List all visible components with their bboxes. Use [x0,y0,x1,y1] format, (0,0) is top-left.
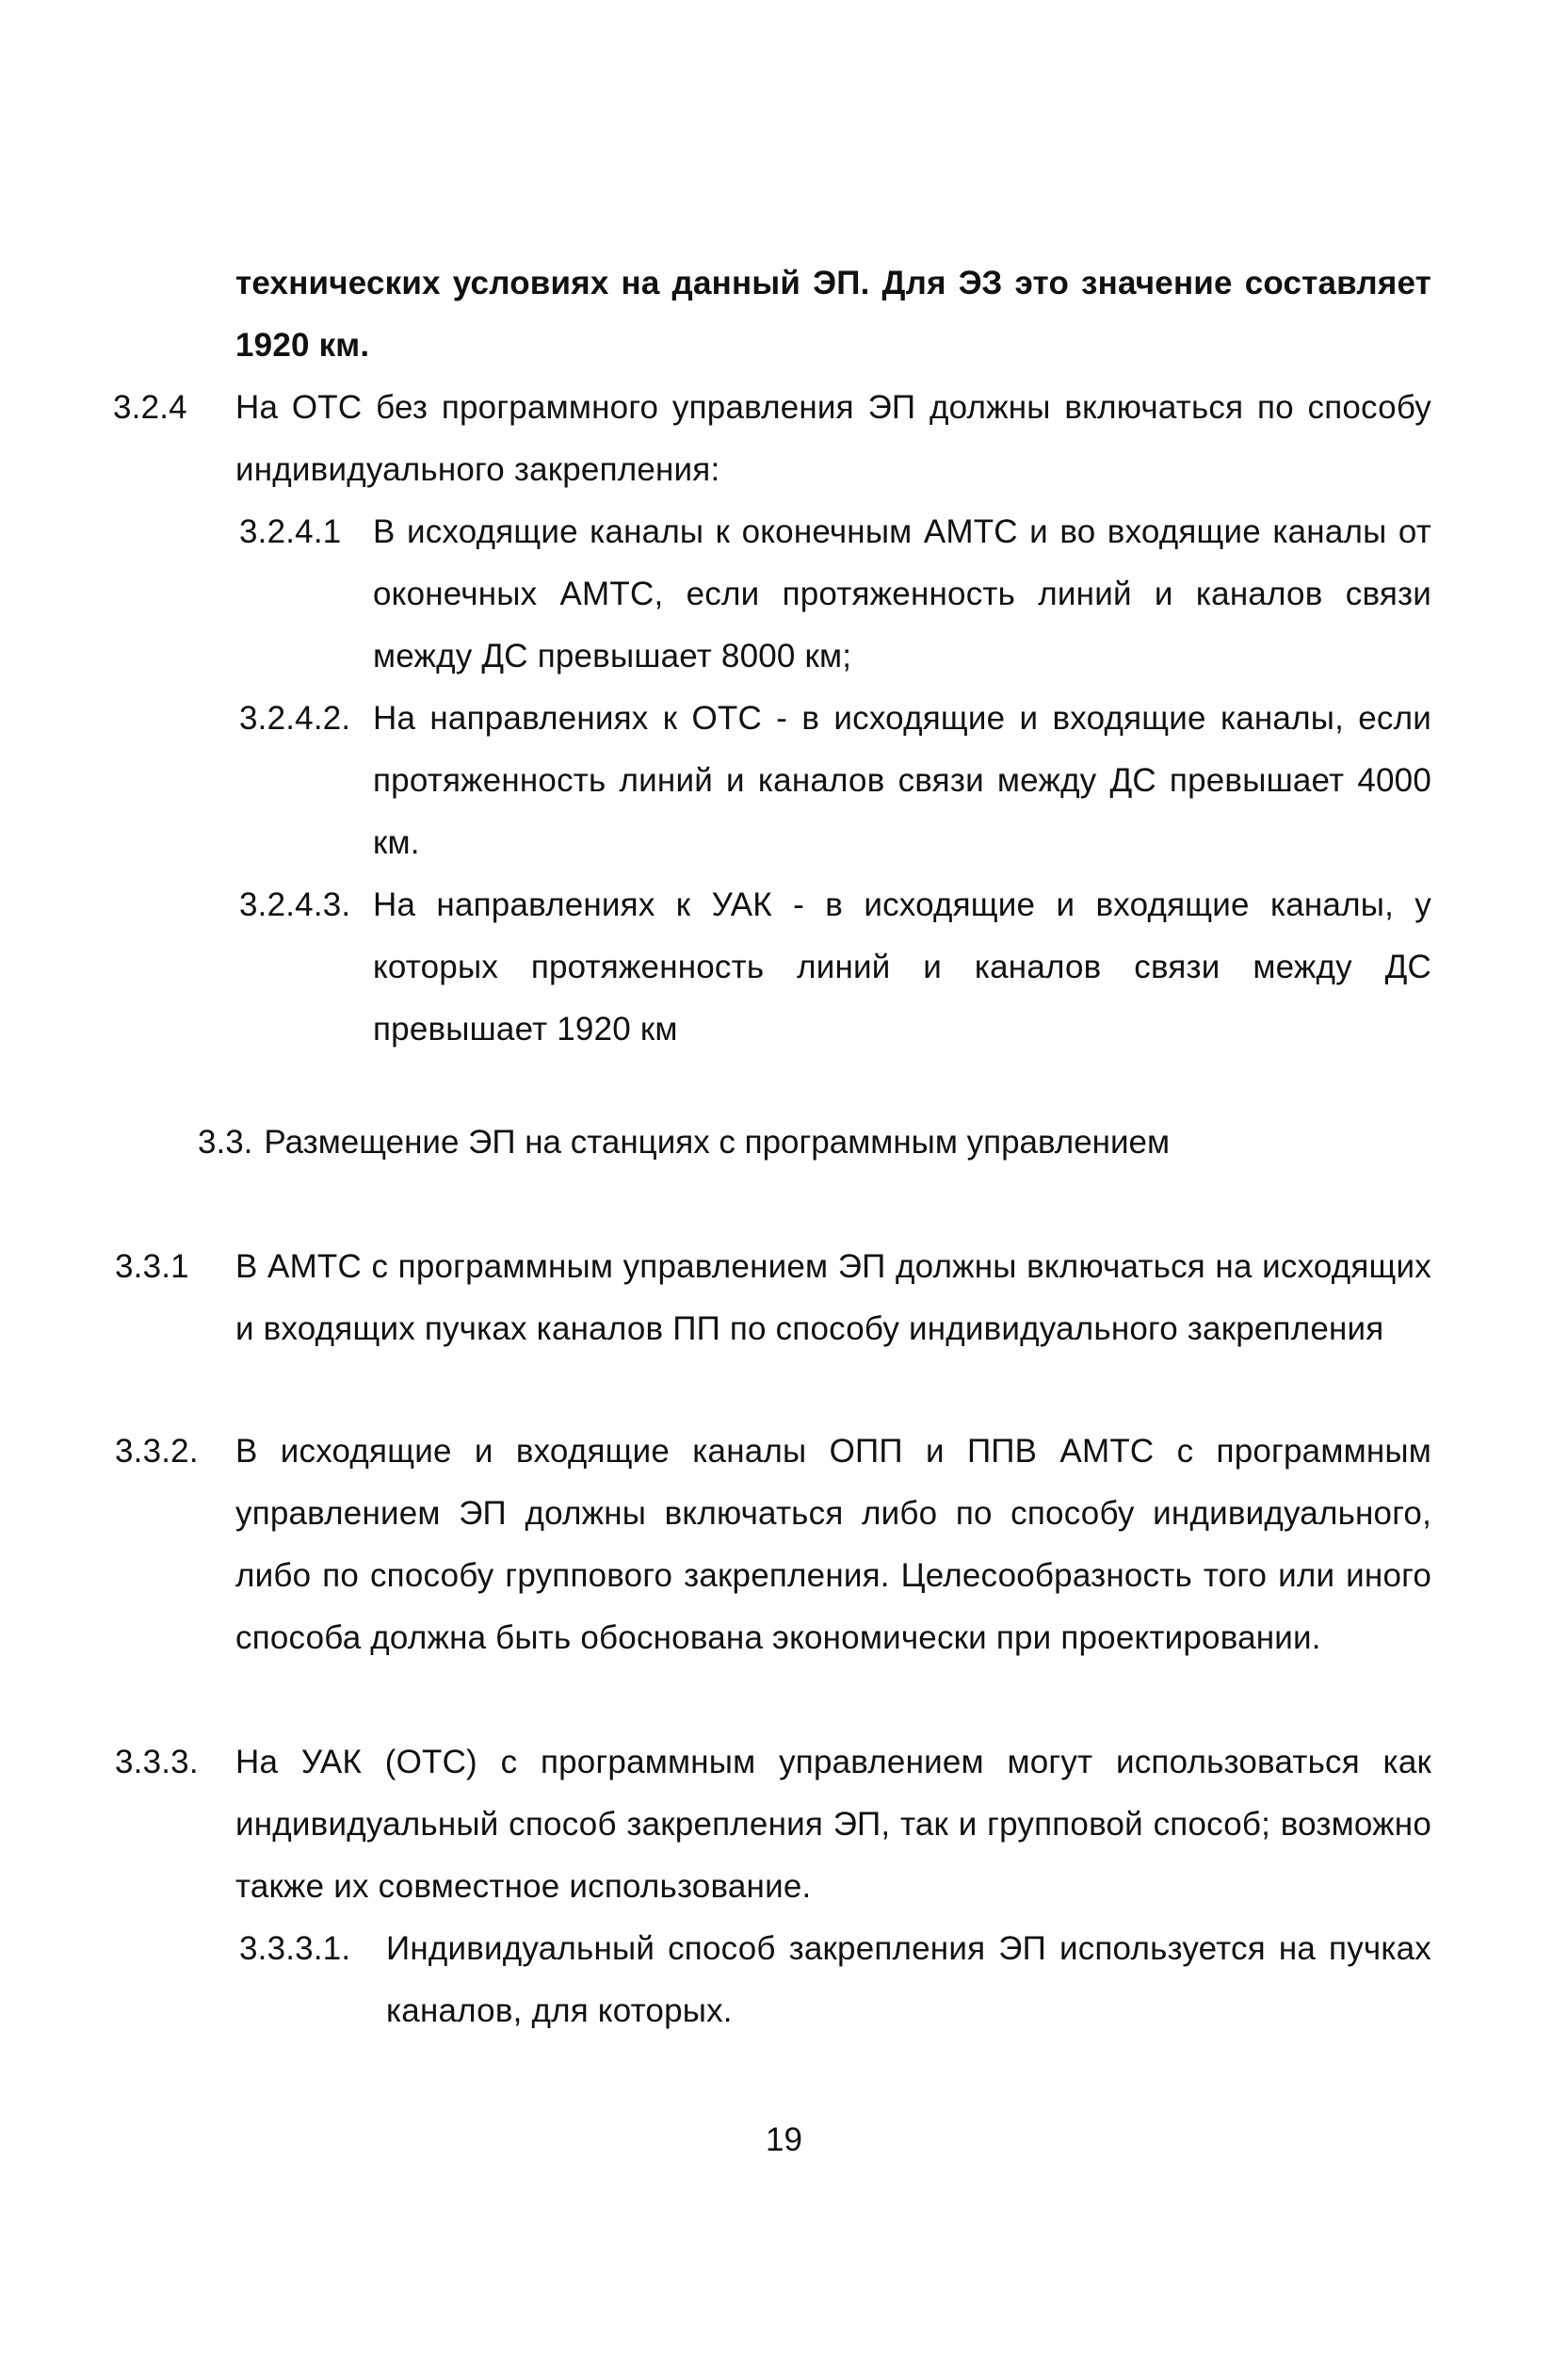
continuation-text: технических условиях на данный ЭП. Для ЭЗ это значение составляет 1920 км. [235,265,1431,364]
section-title: Размещение ЭП на станциях с программным управлением [264,1124,1171,1161]
clause-text: На направлениях к УАК - в исходящие и входящие каналы, у которых протяженность линий и каналов связи между ДС превышает 1920 км [373,886,1431,1048]
clause-3-2-4-1 [239,501,1431,688]
clause-number: 3.2.4 [113,389,187,426]
clause-3-3-2 [115,1421,1431,1669]
clause-number: 3.3.3.1. [239,1930,351,1967]
clause-text: На УАК (ОТС) с программным управлением могут использоваться как индивидуальный способ закрепления ЭП, так и групповой способ; возможно также их совместное использование. [235,1744,1431,1905]
continuation-paragraph [235,252,1431,377]
clause-number: 3.2.4.2. [239,700,351,737]
clause-text: На направлениях к ОТС - в исходящие и входящие каналы, если протяженность линий и каналов связи между ДС превышает 4000 км. [373,700,1431,861]
clause-3-2-4-3 [239,874,1431,1061]
clause-text: На ОТС без программного управления ЭП должны включаться по способу индивидуального закрепления: [235,389,1431,488]
clause-3-2-4-2 [239,688,1431,874]
clause-number: 3.2.4.1 [239,513,342,550]
clause-3-3-3 [115,1731,1431,1918]
clause-number: 3.3.1 [115,1248,189,1285]
page-number: 19 [766,2121,802,2158]
clause-text: Индивидуальный способ закрепления ЭП используется на пучках каналов, для которых. [386,1930,1431,2029]
clause-text: В исходящие и входящие каналы ОПП и ППВ АМТС с программным управлением ЭП должны включаться либо по способу индивидуального, либо по способу группового закрепления. Целесообразность того или иного способа должна быть обоснована экономически при проектировании. [235,1433,1431,1656]
clause-number: 3.2.4.3. [239,886,351,923]
clause-number: 3.3.2. [115,1433,199,1470]
clause-3-3-3-1 [239,1918,1431,2042]
clause-3-2-4 [113,377,1431,501]
clause-3-3-1 [115,1236,1431,1360]
clause-text: В АМТС с программным управлением ЭП должны включаться на исходящих и входящих пучках каналов ПП по способу индивидуального закрепления [235,1248,1431,1347]
clause-number: 3.3.3. [115,1744,199,1780]
clause-text: В исходящие каналы к оконечным АМТС и во входящие каналы от оконечных АМТС, если протяженность линий и каналов связи между ДС превышает 8000 км; [373,513,1431,674]
section-heading [198,1112,1170,1174]
section-number: 3.3. [198,1124,253,1161]
